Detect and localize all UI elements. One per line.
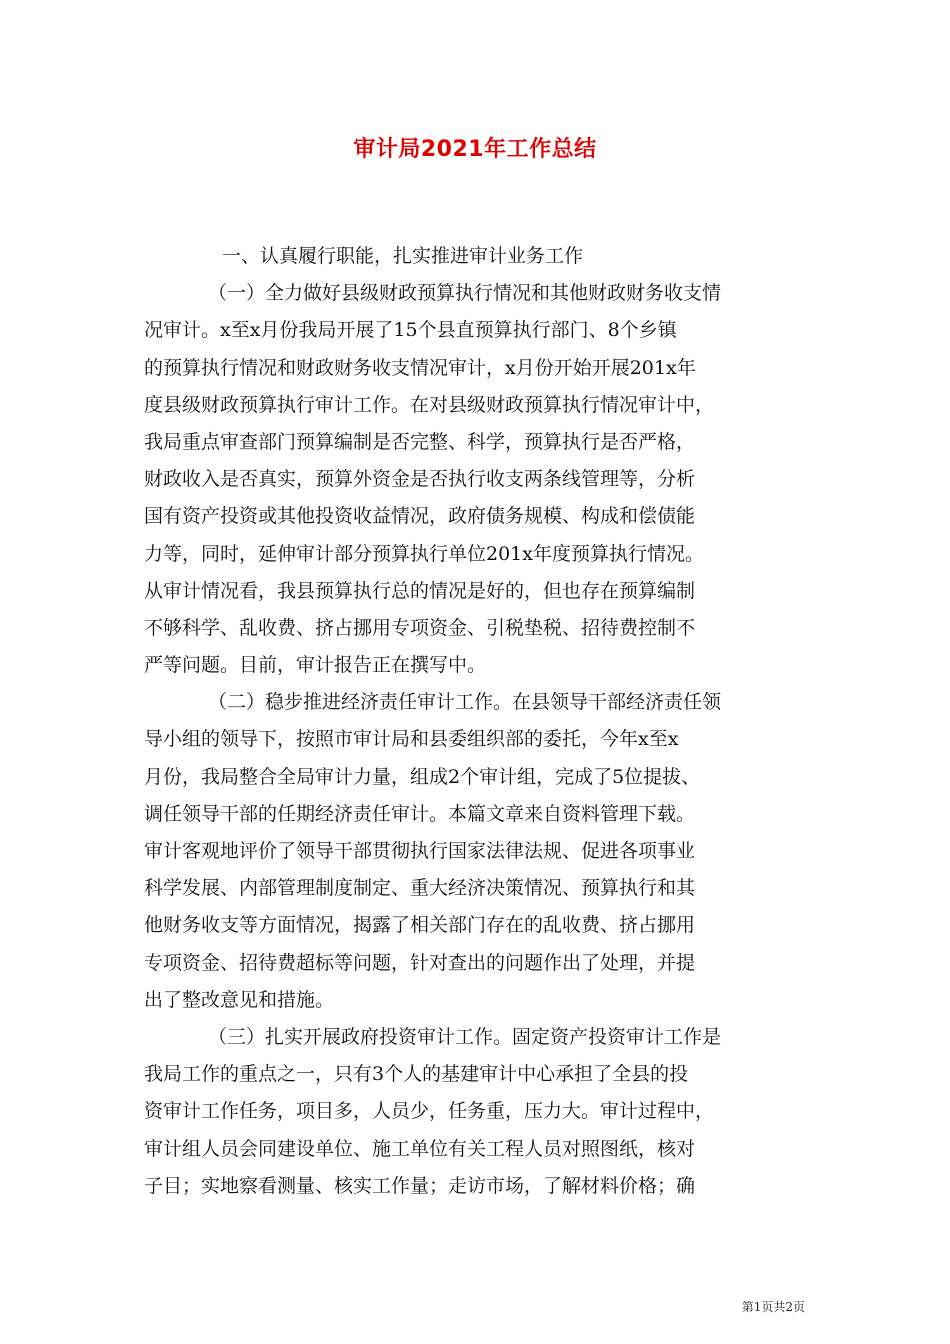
document-title: 审计局2021年工作总结 [353,137,597,162]
paragraph-line: 严等问题。目前，审计报告正在撰写中。 [144,654,487,677]
paragraph-line: 我局重点审查部门预算编制是否完整、科学，预算执行是否严格， [144,430,696,453]
paragraph-line: 科学发展、内部管理制度制定、重大经济决策情况、预算执行和其 [144,877,696,900]
paragraph-line: 力等，同时，延伸审计部分预算执行单位201x年度预算执行情况。 [144,542,704,565]
paragraph-line: 月份，我局整合全局审计力量，组成2个审计组，完成了5位提拔、 [144,765,701,788]
paragraph-line: 国有资产投资或其他投资收益情况，政府债务规模、构成和偿债能 [144,505,696,528]
paragraph-line: （一）全力做好县级财政预算执行情况和其他财政财务收支情 [208,282,722,305]
document-body [144,238,809,1205]
section-heading: 一、认真履行职能，扎实推进审计业务工作 [222,245,584,267]
paragraph-line: （二）稳步推进经济责任审计工作。在县领导干部经济责任领 [208,691,722,714]
paragraph-line: 度县级财政预算执行审计工作。在对县级财政预算执行情况审计中， [144,393,715,416]
paragraph-line: 他财务收支等方面情况，揭露了相关部门存在的乱收费、挤占挪用 [144,914,696,937]
paragraph-line: 审计客观地评价了领导干部贯彻执行国家法律法规、促进各项事业 [144,840,696,862]
paragraph-line: （三）扎实开展政府投资审计工作。固定资产投资审计工作是 [208,1025,722,1048]
paragraph-line: 从审计情况看，我县预算执行总的情况是好的，但也存在预算编制 [144,579,696,602]
paragraph-line: 出了整改意见和措施。 [144,988,335,1011]
paragraph-line: 财政收入是否真实，预算外资金是否执行收支两条线管理等，分析 [144,468,696,491]
paragraph-line: 资审计工作任务，项目多，人员少，任务重，压力大。审计过程中， [144,1100,715,1123]
paragraph-line: 不够科学、乱收费、挤占挪用专项资金、引税垫税、招待费控制不 [144,616,696,639]
paragraph-line: 专项资金、招待费超标等问题，针对查出的问题作出了处理，并提 [144,951,696,974]
paragraph-line: 调任领导干部的任期经济责任审计。本篇文章来自资料管理下载。 [144,802,696,825]
page-number: 第1页共2页 [741,1300,805,1314]
paragraph-line: 导小组的领导下，按照市审计局和县委组织部的委托，今年x至x [144,728,679,751]
paragraph-line: 的预算执行情况和财政财务收支情况审计，x月份开始开展201x年 [144,356,696,379]
paragraph-line: 审计组人员会同建设单位、施工单位有关工程人员对照图纸，核对 [144,1137,696,1160]
paragraph-line: 我局工作的重点之一，只有3个人的基建审计中心承担了全县的投 [144,1063,689,1086]
paragraph-line: 况审计。x至x月份我局开展了15个县直预算执行部门、8个乡镇 [144,319,677,342]
paragraph-line: 子目；实地察看测量、核实工作量；走访市场，了解材料价格；确 [144,1174,696,1197]
